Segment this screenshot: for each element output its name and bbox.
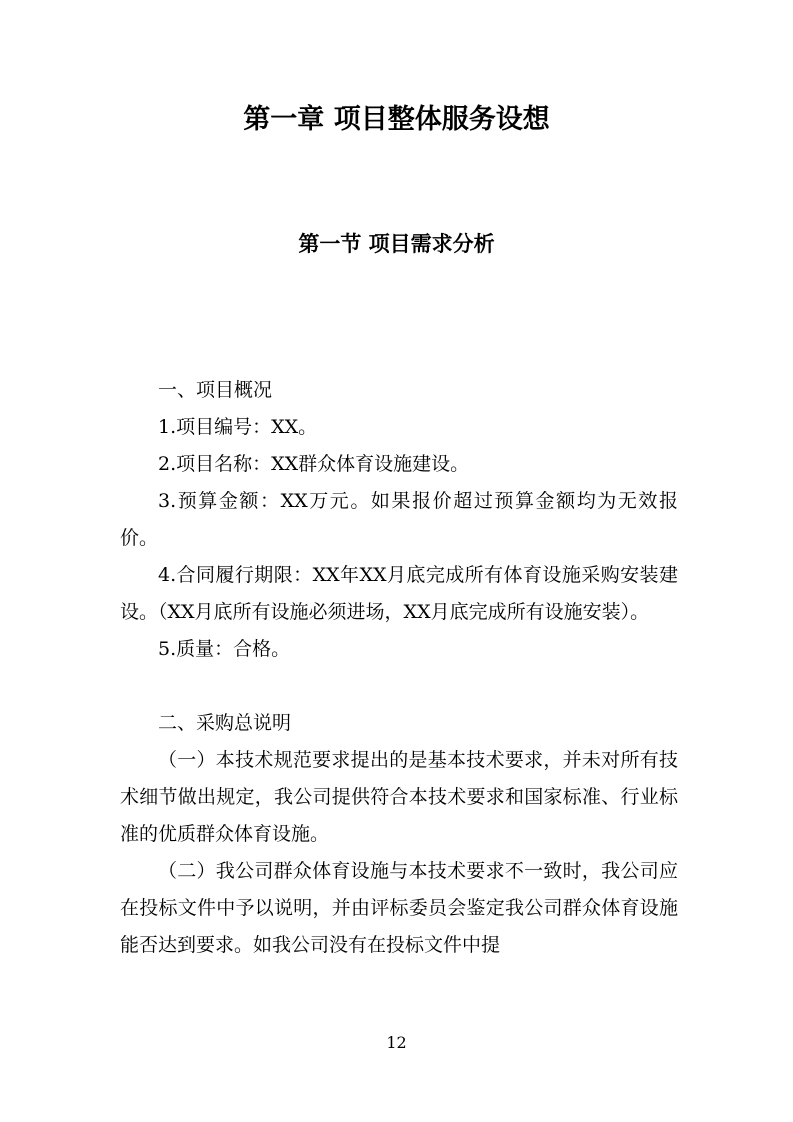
overview-item-number: 1.项目编号：XX。 [158,416,318,438]
document-body [120,372,678,964]
procurement-item-2: （二）我公司群众体育设施与本技术要求不一致时，我公司应在投标文件中予以说明，并由评标委员会鉴定我公司群众体育设施能否达到要求。如我公司没有在投标文件中提 [120,860,678,956]
paragraph-spacer [120,668,678,705]
overview-item-contract-term: 4.合同履行期限：XX年XX月底完成所有体育设施采购安装建设。（XX月底所有设施必须进场，XX月底完成所有设施安装）。 [120,564,678,623]
procurement-heading: 二、采购总说明 [158,712,292,734]
overview-item-name: 2.项目名称：XX群众体育设施建设。 [158,453,470,475]
chapter-title: 第一章 项目整体服务设想 [243,104,550,135]
procurement-item-1: （一）本技术规范要求提出的是基本技术要求，并未对所有技术细节做出规定，我公司提供符合本技术要求和国家标准、行业标准的优质群众体育设施。 [120,749,678,845]
overview-heading: 一、项目概况 [158,379,273,401]
section-title: 第一节 项目需求分析 [298,232,495,256]
overview-item-budget: 3.预算金额：XX万元。如果报价超过预算金额均为无效报价。 [120,490,678,549]
overview-item-quality: 5.质量：合格。 [158,638,291,660]
page-number: 12 [386,1033,407,1052]
